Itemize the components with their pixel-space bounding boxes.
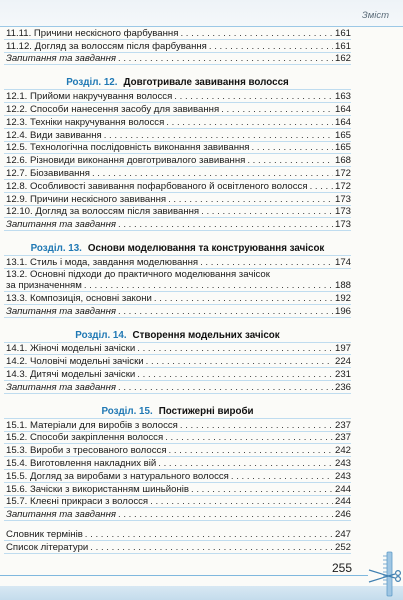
section-name: Довготривале завивання волосся [123, 77, 289, 89]
entry-title: 12.8. Особливості завивання пофарбованого й освітленого волосся [6, 180, 308, 192]
toc-entry[interactable] [4, 154, 351, 167]
entry-page: 247 [334, 528, 351, 540]
entry-page: 197 [334, 343, 351, 355]
entry-page: 188 [334, 279, 351, 291]
entry-page: 162 [334, 53, 351, 65]
section-name: Основи моделювання та конструювання зачісок [87, 243, 325, 255]
entry-title: Словник термінів [6, 528, 83, 540]
toc-entry[interactable] [4, 142, 351, 155]
toc-entry-questions[interactable] [4, 508, 351, 521]
entry-page: 192 [334, 292, 351, 304]
toc-entry[interactable] [4, 269, 351, 292]
entry-title: 13.2. Основні підходи до практичного моделювання зачісок [6, 268, 270, 280]
entry-page: 165 [334, 129, 351, 141]
toc-entry[interactable] [4, 27, 351, 40]
entry-page: 173 [334, 206, 351, 218]
entry-page: 246 [334, 509, 351, 521]
section-label: Розділ. 12. [66, 77, 118, 89]
entry-page: 172 [334, 180, 351, 192]
entry-title: 12.6. Різновиди виконання довготривалого завивання [6, 155, 246, 167]
toc-entry[interactable] [4, 432, 351, 445]
section-label: Розділ. 13. [30, 243, 82, 255]
entry-title: 12.10. Догляд за волоссям після завивання [6, 206, 200, 218]
section-name: Постижерні вироби [158, 405, 254, 417]
toc-entry-questions[interactable] [4, 53, 351, 66]
entry-page: 161 [334, 40, 351, 52]
entry-page: 231 [334, 368, 351, 380]
toc-entry[interactable] [4, 103, 351, 116]
entry-title: 11.12. Догляд за волоссям після фарбування [6, 40, 207, 52]
entry-page: 163 [334, 91, 351, 103]
toc-entry-references[interactable] [4, 541, 351, 554]
entry-title-continued: за призначенням [6, 279, 82, 291]
header-band [0, 0, 403, 27]
entry-title: 14.2. Чоловічі модельні зачіски [6, 356, 144, 368]
entry-page: 237 [334, 432, 351, 444]
entry-title: 15.2. Способи закріплення волосся [6, 432, 164, 444]
section-heading-13[interactable] [4, 231, 351, 256]
toc-entry-questions[interactable] [4, 381, 351, 394]
entry-title: Запитання та завдання [6, 305, 116, 317]
toc-entry[interactable] [4, 116, 351, 129]
footer-rule [0, 575, 368, 576]
entry-title: 12.3. Техніки накручування волосся [6, 116, 165, 128]
toc-entry[interactable] [4, 193, 351, 206]
entry-title: 14.1. Жіночі модельні зачіски [6, 343, 136, 355]
entry-page: 224 [334, 356, 351, 368]
entry-page: 173 [334, 219, 351, 231]
section-label: Розділ. 15. [101, 405, 153, 417]
toc-entry[interactable] [4, 343, 351, 356]
toc-entry[interactable] [4, 206, 351, 219]
entry-title: Запитання та завдання [6, 53, 116, 65]
entry-title: 12.7. Біозавивання [6, 167, 90, 179]
entry-page: 196 [334, 305, 351, 317]
entry-title: 15.1. Матеріали для виробів з волосся [6, 419, 178, 431]
entry-title: 13.3. Композиція, основні закони [6, 292, 152, 304]
toc-entry[interactable] [4, 457, 351, 470]
toc-entry[interactable] [4, 483, 351, 496]
entry-title: 11.11. Причини нескісного фарбування [6, 27, 179, 39]
entry-title: 15.3. Вироби з тресованого волосся [6, 445, 167, 457]
entry-page: 252 [334, 541, 351, 553]
section-heading-14[interactable] [4, 318, 351, 343]
entry-title: Запитання та завдання [6, 509, 116, 521]
entry-page: 165 [334, 142, 351, 154]
toc-entry[interactable] [4, 129, 351, 142]
entry-title: 12.9. Причини нескісного завивання [6, 193, 167, 205]
entry-page: 164 [334, 103, 351, 115]
toc-entry[interactable] [4, 167, 351, 180]
entry-page: 237 [334, 419, 351, 431]
entry-title: 12.5. Технологічна послідовність виконання завивання [6, 142, 250, 154]
entry-page: 244 [334, 483, 351, 495]
entry-page: 243 [334, 457, 351, 469]
running-header: Зміст [361, 10, 389, 21]
toc-entry[interactable] [4, 470, 351, 483]
entry-page: 174 [334, 256, 351, 268]
toc-entry[interactable] [4, 180, 351, 193]
entry-title: 15.6. Зачіски з використанням шиньйонів [6, 483, 189, 495]
entry-title: 14.3. Дитячі модельні зачіски [6, 368, 136, 380]
toc-entry[interactable] [4, 90, 351, 103]
section-heading-15[interactable] [4, 394, 351, 419]
entry-title: 12.2. Способи нанесення засобу для завивання [6, 103, 220, 115]
entry-page: 172 [334, 167, 351, 179]
page-number: 255 [331, 561, 352, 575]
entry-page: 164 [334, 116, 351, 128]
entry-title: 13.1. Стиль і мода, завдання моделювання [6, 256, 199, 268]
toc-entry[interactable] [4, 256, 351, 269]
toc-entry-glossary[interactable] [4, 528, 351, 541]
section-heading-12[interactable] [4, 65, 351, 90]
entry-title: 12.1. Прийоми накручування волосся [6, 91, 173, 103]
toc-entry-questions[interactable] [4, 305, 351, 318]
entry-page: 244 [334, 496, 351, 508]
entry-title: Запитання та завдання [6, 381, 116, 393]
scissors-comb-icon [365, 548, 401, 598]
entry-page: 173 [334, 193, 351, 205]
entry-title: 15.7. Клеєні прикраси з волосся [6, 496, 149, 508]
entry-page: 161 [334, 27, 351, 39]
section-label: Розділ. 14. [75, 329, 127, 341]
entry-page: 243 [334, 470, 351, 482]
entry-title: Список літератури [6, 541, 89, 553]
toc-entry[interactable] [4, 40, 351, 53]
toc-entry[interactable] [4, 355, 351, 368]
toc-entry[interactable] [4, 368, 351, 381]
entry-page: 168 [334, 155, 351, 167]
toc-entry[interactable] [4, 292, 351, 305]
section-name: Створення модельних зачісок [132, 329, 280, 341]
entry-page: 242 [334, 445, 351, 457]
footer-band [0, 586, 403, 600]
toc-entry-questions[interactable] [4, 218, 351, 231]
entry-page: 236 [334, 381, 351, 393]
entry-title: 12.4. Види завивання [6, 129, 102, 141]
table-of-contents [4, 27, 351, 554]
toc-entry[interactable] [4, 496, 351, 509]
toc-entry[interactable] [4, 419, 351, 432]
entry-title: 15.4. Виготовлення накладних вій [6, 457, 157, 469]
entry-title: 15.5. Догляд за виробами з натурального волосся [6, 470, 229, 482]
entry-title: Запитання та завдання [6, 219, 116, 231]
toc-entry[interactable] [4, 444, 351, 457]
